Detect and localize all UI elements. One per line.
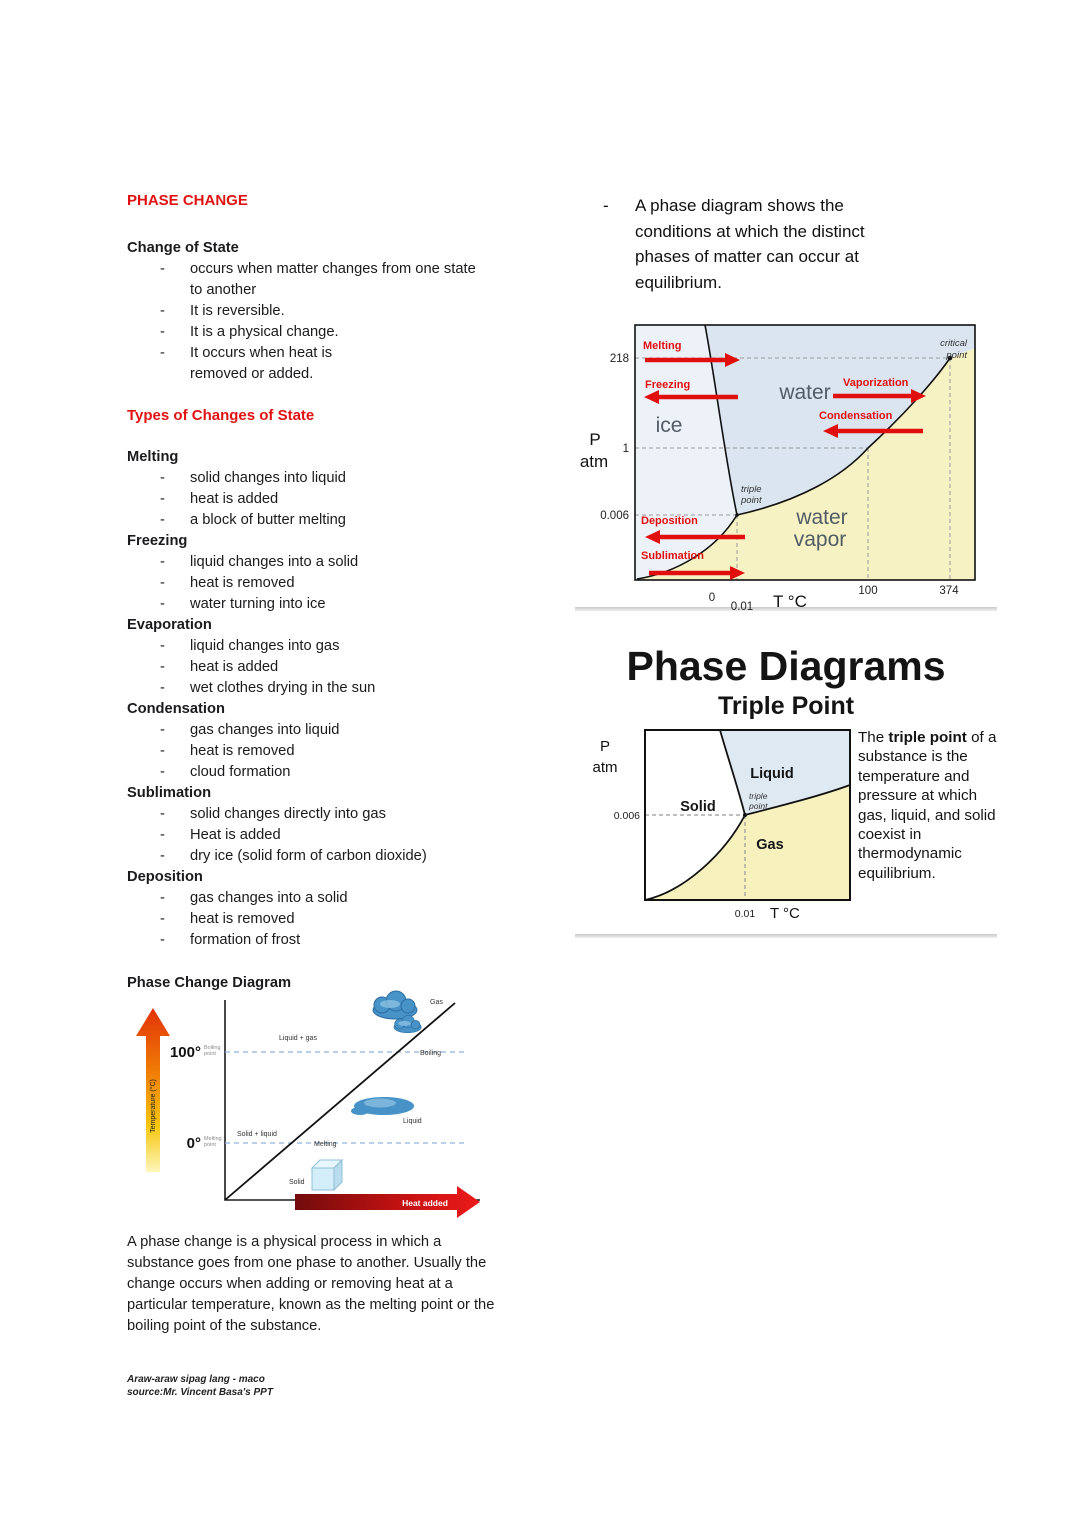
phase-diagrams-title: Phase Diagrams — [626, 643, 946, 689]
list-item-text: water turning into ice — [190, 596, 326, 612]
temp-0: 0 — [708, 592, 716, 604]
triple-point-dot — [743, 813, 747, 817]
dash-marker: - — [160, 743, 165, 759]
sublimation-process-label: Sublimation — [641, 550, 704, 562]
triple-point-figure — [575, 718, 997, 934]
water-vapor-label-1: water — [796, 506, 848, 529]
list-item — [127, 259, 519, 301]
pressure-0006: 0.006 — [613, 810, 640, 822]
type-section-evaporation — [127, 615, 519, 699]
triple-point-description — [858, 728, 1004, 883]
list-item — [127, 804, 519, 825]
list-item-text: formation of frost — [190, 932, 301, 948]
list-item — [127, 846, 519, 867]
list-item — [127, 468, 519, 489]
temp-001: 0.01 — [730, 601, 754, 613]
list-item-text: liquid changes into a solid — [190, 554, 359, 570]
simple-phase-diagram — [590, 718, 880, 928]
temp-374: 374 — [939, 585, 959, 597]
type-section-deposition — [127, 867, 519, 951]
type-name: Melting — [127, 449, 179, 465]
phase-change-diagram — [127, 988, 483, 1220]
dash-marker: - — [160, 659, 165, 675]
dash-marker: - — [160, 512, 165, 528]
water-phase-label: water — [779, 381, 831, 404]
boiling-point-word1: Boiling — [204, 1045, 221, 1051]
list-item — [127, 888, 519, 909]
freezing-process-label: Freezing — [645, 379, 691, 391]
type-section-freezing — [127, 531, 519, 615]
list-item-text: heat is added — [190, 491, 279, 507]
dash-marker: - — [160, 596, 165, 612]
list-item-text: Heat is added — [190, 827, 281, 843]
list-item — [127, 594, 519, 615]
vaporization-process-label: Vaporization — [843, 377, 909, 389]
temperature-axis-label: Temperature (°C) — [150, 1079, 157, 1133]
solid-phase-label: Solid — [680, 799, 716, 815]
list-item-text: It is reversible. — [190, 303, 285, 319]
list-item — [127, 573, 519, 594]
melting-temp-label: 0° — [186, 1135, 201, 1152]
phase-change-diagram-heading: Phase Change Diagram — [127, 975, 292, 991]
liquid-puddle-icon — [351, 1097, 414, 1115]
triple-text-prefix: The — [858, 729, 889, 746]
pressure-1: 1 — [622, 443, 629, 455]
list-item — [127, 825, 519, 846]
ice-phase-label: ice — [655, 414, 683, 437]
list-item — [127, 909, 519, 930]
triple-point-label-2: point — [741, 495, 762, 506]
list-item — [127, 552, 519, 573]
dash-marker: - — [160, 764, 165, 780]
triple-text-suffix: of a substance is the temperature and pressure at which gas, liquid, and solid coexist in thermodynamic equilibrium. — [858, 729, 997, 882]
type-name: Evaporation — [127, 617, 212, 633]
temperature-axis-label: T °C — [770, 905, 800, 922]
right-column — [575, 193, 997, 968]
boiling-temp-label: 100° — [169, 1044, 201, 1061]
gas-phase-label: Gas — [756, 837, 784, 853]
list-item-text: solid changes directly into gas — [190, 806, 386, 822]
list-item-text: It is a physical change. — [190, 324, 339, 340]
list-item-text: gas changes into a solid — [190, 890, 348, 906]
triple-point-dot — [735, 513, 739, 517]
point-labels — [748, 791, 768, 811]
dash-marker: - — [160, 345, 165, 361]
footer — [127, 1373, 519, 1399]
pressure-axis-label-1: P — [599, 738, 611, 755]
list-item-text: heat is removed — [190, 575, 295, 591]
heat-added-arrow — [295, 1186, 480, 1218]
temp-001: 0.01 — [734, 908, 756, 920]
pressure-218: 218 — [609, 353, 629, 365]
list-item-text: occurs when matter changes from one state to another — [190, 261, 476, 298]
deposition-process-label: Deposition — [641, 515, 698, 527]
melting-process-label: Melting — [643, 340, 682, 352]
list-item — [127, 301, 519, 322]
triple-point-label-1: triple — [741, 484, 762, 495]
dash-marker: - — [160, 827, 165, 843]
dash-marker: - — [160, 261, 165, 277]
liquid-gas-label: Liquid + gas — [279, 1035, 317, 1042]
melting-point-word1: Melting — [204, 1136, 222, 1142]
critical-point-label-1: critical — [940, 338, 967, 349]
list-item — [127, 762, 519, 783]
dash-marker: - — [160, 932, 165, 948]
melting-label: Melting — [314, 1141, 337, 1148]
pressure-0006: 0.006 — [600, 510, 629, 522]
dash-marker: - — [160, 575, 165, 591]
list-item — [127, 489, 519, 510]
dash-marker: - — [160, 303, 165, 319]
list-item-text: heat is added — [190, 659, 279, 675]
list-item-text: It occurs when heat is removed or added. — [190, 345, 333, 382]
dash-marker: - — [160, 722, 165, 738]
change-of-state-list — [127, 259, 519, 385]
temp-100: 100 — [858, 585, 878, 597]
list-item — [127, 343, 519, 385]
dash-marker: - — [160, 911, 165, 927]
water-phase-diagram — [575, 318, 995, 614]
list-item-text: gas changes into liquid — [190, 722, 340, 738]
condensation-process-label: Condensation — [819, 410, 893, 422]
intro-text: A phase diagram shows the conditions at which the distinct phases of matter can occur at equilibrium. — [635, 196, 865, 292]
solid-liquid-label: Solid + liquid — [237, 1131, 277, 1138]
triple-text-bold: triple point — [888, 729, 967, 746]
type-section-melting — [127, 447, 519, 531]
critical-point-label-2: point — [946, 350, 967, 361]
pressure-axis-label-2: atm — [592, 759, 618, 776]
list-item-text: heat is removed — [190, 743, 295, 759]
pressure-axis-label-2: atm — [579, 452, 609, 471]
phase-diagram-intro — [575, 193, 997, 295]
heat-added-label: Heat added — [402, 1198, 448, 1208]
dash-marker: - — [160, 554, 165, 570]
solid-label: Solid — [289, 1179, 305, 1186]
pressure-axis-label-1: P — [589, 430, 601, 449]
water-vapor-label-2: vapor — [793, 528, 847, 551]
list-item-text: solid changes into liquid — [190, 470, 346, 486]
dash-marker: - — [160, 470, 165, 486]
list-item-text: a block of butter melting — [190, 512, 346, 528]
list-item — [127, 720, 519, 741]
gas-label: Gas — [430, 999, 443, 1006]
phase-change-paragraph: A phase change is a physical process in which a substance goes from one phase to another. Usually the change occurs when adding or removing heat at a particular temperature, known as the melting point or the boiling point of the substance. — [127, 1234, 495, 1334]
type-name: Condensation — [127, 701, 225, 717]
footer-line1: Araw-araw sipag lang - maco — [127, 1374, 265, 1385]
liquid-label: Liquid — [403, 1118, 422, 1125]
type-name: Sublimation — [127, 785, 212, 801]
footer-line2: source:Mr. Vincent Basa's PPT — [127, 1387, 273, 1398]
page-title: PHASE CHANGE — [127, 192, 248, 209]
type-section-condensation — [127, 699, 519, 783]
list-item-text: cloud formation — [190, 764, 291, 780]
list-item — [127, 678, 519, 699]
temperature-axis-label: T °C — [773, 592, 807, 611]
dash-marker: - — [160, 680, 165, 696]
type-name: Deposition — [127, 869, 203, 885]
list-item-text: wet clothes drying in the sun — [190, 680, 376, 696]
dash-marker: - — [160, 806, 165, 822]
change-of-state-heading: Change of State — [127, 240, 239, 256]
left-column — [127, 190, 519, 1399]
type-section-sublimation — [127, 783, 519, 867]
list-item-text: heat is removed — [190, 911, 295, 927]
liquid-phase-label: Liquid — [750, 766, 794, 782]
solid-ice-cube-icon — [312, 1160, 342, 1190]
type-name: Freezing — [127, 533, 188, 549]
dash-marker: - — [160, 491, 165, 507]
gas-clouds-icon — [373, 991, 421, 1033]
list-item — [127, 322, 519, 343]
list-item-text: dry ice (solid form of carbon dioxide) — [190, 848, 427, 864]
melting-point-word2: point — [204, 1142, 216, 1148]
dash-marker: - — [160, 890, 165, 906]
boiling-point-word2: point — [204, 1051, 216, 1057]
types-heading: Types of Changes of State — [127, 407, 315, 424]
image-edge-shadow — [575, 934, 997, 938]
list-item — [127, 657, 519, 678]
dash-marker: - — [160, 324, 165, 340]
dash-marker: - — [603, 196, 609, 215]
triple-point-subtitle: Triple Point — [717, 692, 855, 720]
triple-point-label-2: point — [749, 801, 768, 811]
types-sections — [127, 447, 519, 951]
triple-point-label-1: triple — [749, 791, 768, 801]
list-item — [127, 930, 519, 951]
boiling-label: Boiling — [420, 1050, 442, 1057]
list-item-text: liquid changes into gas — [190, 638, 340, 654]
dash-marker: - — [160, 848, 165, 864]
list-item — [127, 510, 519, 531]
list-item — [127, 741, 519, 762]
dash-marker: - — [160, 638, 165, 654]
axes — [225, 1000, 480, 1200]
list-item — [127, 636, 519, 657]
